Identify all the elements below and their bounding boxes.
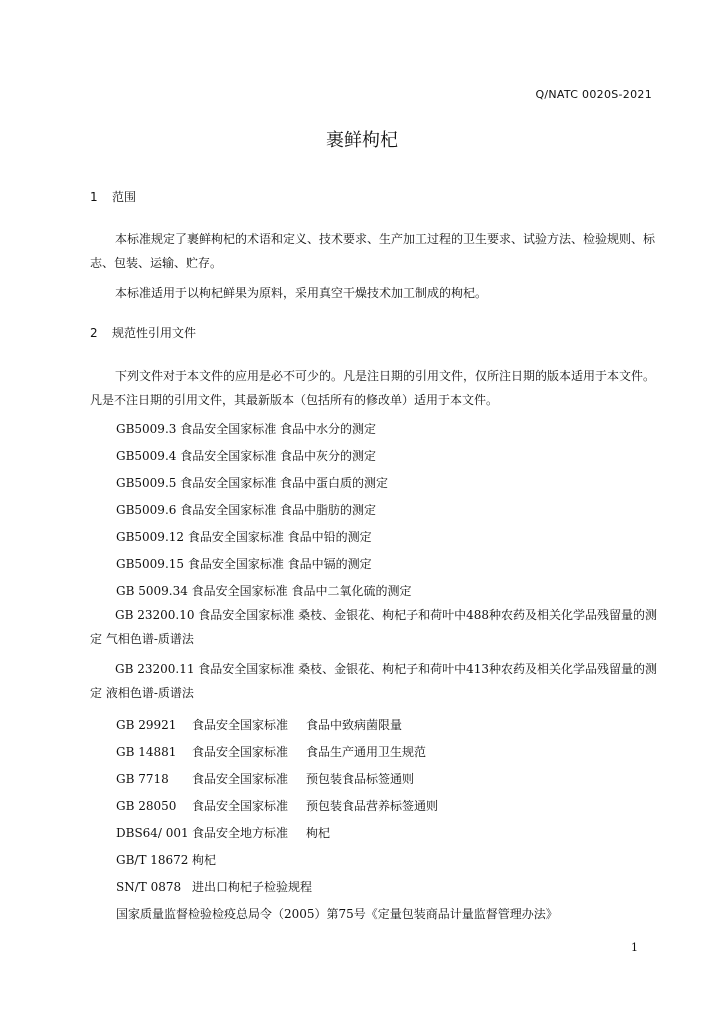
reference-code: GB 7718 xyxy=(116,772,169,786)
reference-item: GB5009.12 食品安全国家标准 食品中铅的测定 xyxy=(116,530,372,544)
reference-item xyxy=(116,878,312,895)
reference-name: 食品生产通用卫生规范 xyxy=(306,745,427,759)
reference-item: GB 5009.34 食品安全国家标准 食品中二氧化硫的测定 xyxy=(116,584,412,598)
reference-item: GB5009.5 食品安全国家标准 食品中蛋白质的测定 xyxy=(116,476,389,490)
reference-code: GB/T 18672 xyxy=(116,853,189,867)
reference-item xyxy=(116,716,402,733)
section-title: 范围 xyxy=(112,190,137,204)
references-intro: 下列文件对于本文件的应用是必不可少的。凡是注日期的引用文件，仅所注日期的版本适用于本文件。凡是不注日期的引用文件，其最新版本（包括所有的修改单）适用于本文件。 xyxy=(90,369,656,407)
reference-item: GB5009.15 食品安全国家标准 食品中镉的测定 xyxy=(116,557,372,571)
section-2-heading xyxy=(90,324,196,341)
reference-item xyxy=(116,824,330,841)
reference-name: 食品中致病菌限量 xyxy=(306,718,403,732)
section-1-heading xyxy=(90,188,136,205)
reference-item: GB5009.3 食品安全国家标准 食品中水分的测定 xyxy=(116,422,377,436)
page-number: 1 xyxy=(631,941,638,954)
reference-org: 食品安全国家标准 xyxy=(192,745,289,759)
section-title: 规范性引用文件 xyxy=(112,326,197,340)
document-title: 裹鲜枸杞 xyxy=(326,130,398,151)
reference-org: 食品安全地方标准 xyxy=(192,826,289,840)
reference-name: 预包装食品营养标签通则 xyxy=(306,799,439,813)
reference-code: GB 29921 xyxy=(116,718,177,732)
reference-item: GB5009.4 食品安全国家标准 食品中灰分的测定 xyxy=(116,449,377,463)
reference-code: SN/T 0878 xyxy=(116,880,182,894)
section-number: 2 xyxy=(90,326,98,340)
reference-item-multiline: GB 23200.10 食品安全国家标准 桑枝、金银花、枸杞子和荷叶中488种农药及相关化学品残留量的测定 气相色谱-质谱法 xyxy=(90,608,658,646)
reference-code: DBS64/ 001 xyxy=(116,826,189,840)
reference-item-multiline: GB 23200.11 食品安全国家标准 桑枝、金银花、枸杞子和荷叶中413种农药及相关化学品残留量的测定 液相色谱-质谱法 xyxy=(90,662,658,700)
reference-name: 预包装食品标签通则 xyxy=(306,772,415,786)
reference-org: 食品安全国家标准 xyxy=(192,799,289,813)
reference-code: GB 28050 xyxy=(116,799,177,813)
reference-code: GB 14881 xyxy=(116,745,177,759)
standard-code: Q/NATC 0020S-2021 xyxy=(535,88,652,101)
reference-name: 枸杞 xyxy=(192,853,217,867)
reference-name: 进出口枸杞子检验规程 xyxy=(192,880,313,894)
scope-paragraph-1: 本标准规定了裹鲜枸杞的术语和定义、技术要求、生产加工过程的卫生要求、试验方法、检验规则、标志、包装、运输、贮存。 xyxy=(90,232,656,270)
reference-item xyxy=(116,743,426,760)
reference-item xyxy=(116,770,414,787)
reference-item: GB5009.6 食品安全国家标准 食品中脂肪的测定 xyxy=(116,503,377,517)
reference-item xyxy=(116,797,438,814)
reference-org: 食品安全国家标准 xyxy=(192,718,289,732)
reference-org: 食品安全国家标准 xyxy=(192,772,289,786)
reference-item: 国家质量监督检验检疫总局令（2005）第75号《定量包装商品计量监督管理办法》 xyxy=(116,907,558,921)
section-number: 1 xyxy=(90,190,98,204)
reference-name: 枸杞 xyxy=(306,826,331,840)
scope-paragraph-2: 本标准适用于以枸杞鲜果为原料，采用真空干燥技术加工制成的枸杞。 xyxy=(115,286,488,300)
reference-item xyxy=(116,851,216,868)
